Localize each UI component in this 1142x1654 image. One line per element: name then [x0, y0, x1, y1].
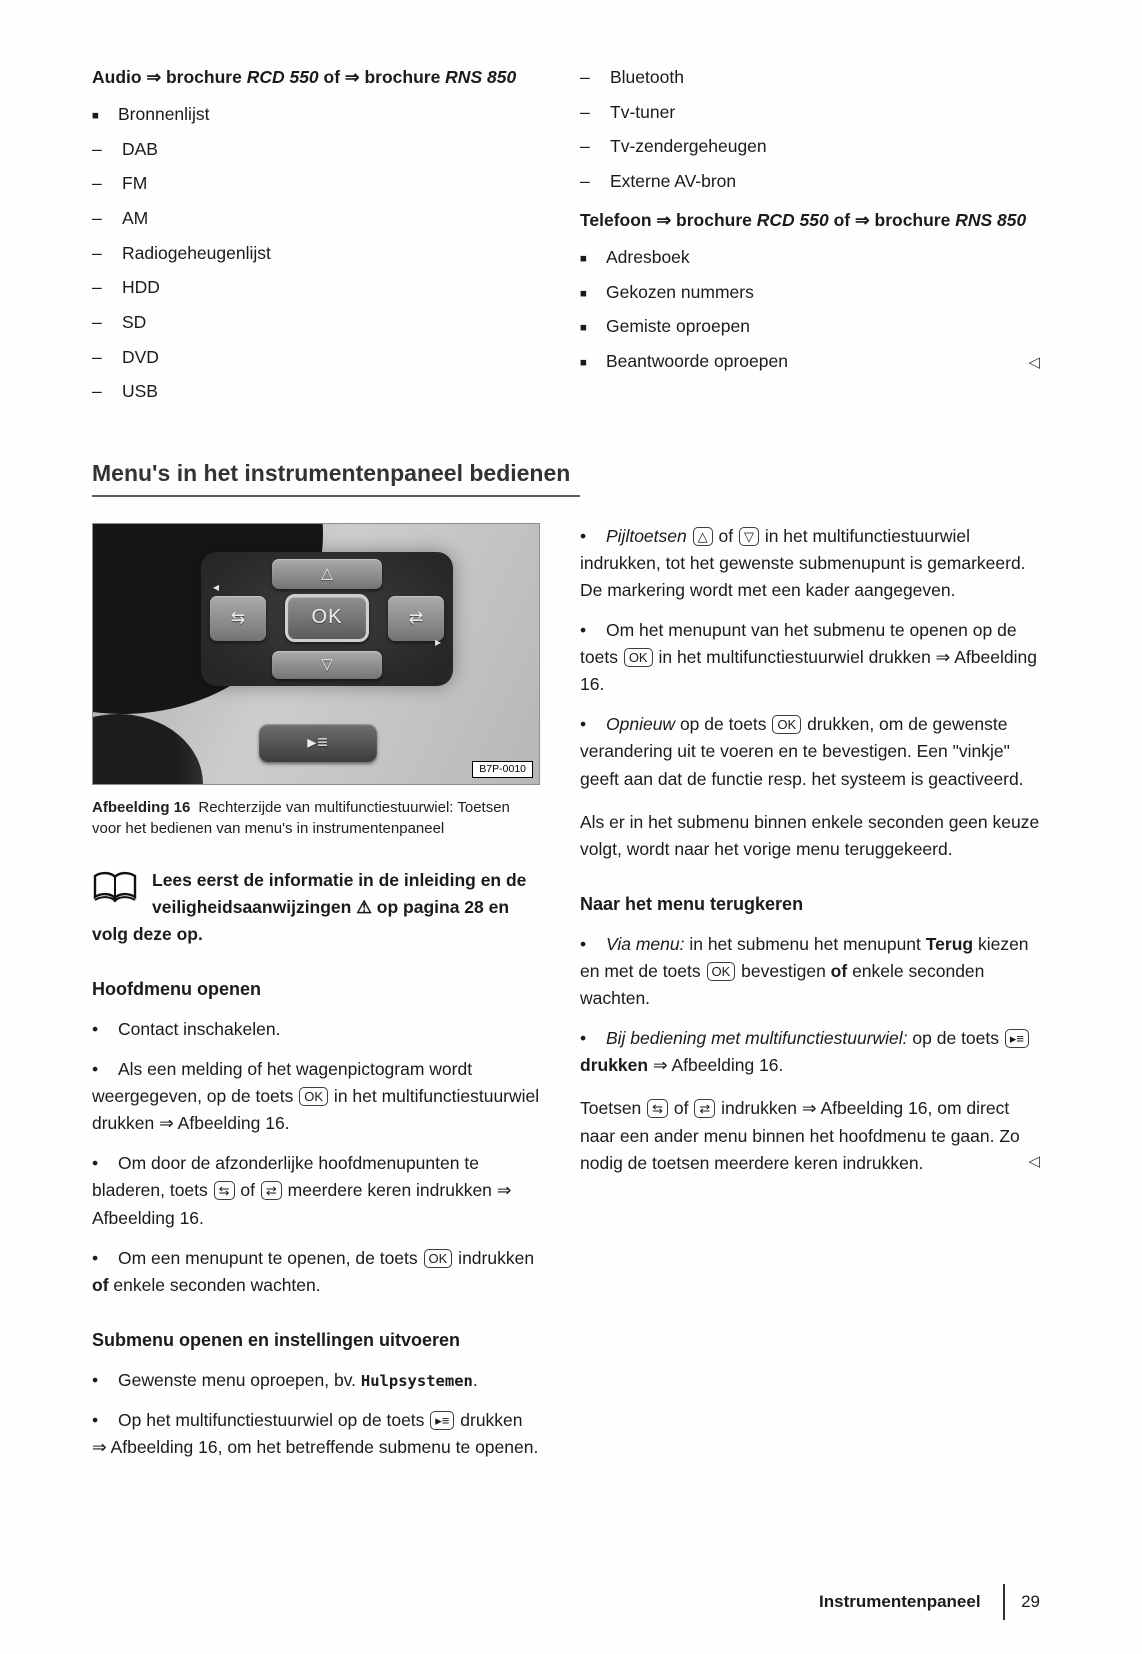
list-item-label: AM: [122, 208, 149, 228]
list-item: [580, 348, 1040, 375]
list-item: [92, 378, 540, 405]
list-item: [92, 240, 540, 267]
dash-bullet: –: [580, 136, 590, 157]
list-item-label: Externe AV-bron: [610, 170, 737, 191]
ok-button-label: OK: [311, 606, 343, 628]
main-right-column: [580, 523, 1040, 1475]
right-pointer-icon: ▸: [434, 634, 441, 649]
list-item: [580, 99, 1040, 126]
menu-left-button: [210, 596, 266, 641]
list-item-label: USB: [122, 381, 158, 402]
dot-bullet: •: [92, 1247, 99, 1268]
bullet-item: [580, 523, 1040, 604]
list-item: [92, 170, 540, 197]
bullet-text: Op het multifunctiestuurwiel op de toets ▸≡ drukken ⇒ Afbeelding 16, om het betreffende submenu te openen.: [92, 1409, 539, 1458]
audio-reference-heading: Audio ⇒ brochure RCD 550 of ⇒ brochure RNS 850: [92, 67, 517, 87]
dot-bullet: •: [580, 1028, 587, 1049]
list-item-label: Gekozen nummers: [606, 281, 754, 302]
list-item: [580, 244, 1040, 271]
bullet-text: Bij bediening met multifunctiestuurwiel: op de toets ▸≡ drukken ⇒ Afbeelding 16.: [580, 1028, 1030, 1075]
bullet-item: [92, 1150, 540, 1231]
bullet-text: Pijltoetsen △ of ▽ in het multifunctiestuurwiel indrukken, tot het gewenste submenupunt is gemarkeerd. De markering wordt met een kader aangegeven.: [580, 525, 1026, 600]
top-left-column: [92, 64, 540, 413]
bronnenlijst-list: [92, 101, 540, 128]
book-icon: [92, 871, 138, 913]
list-item: [92, 101, 540, 128]
bullet-text: Om een menupunt te openen, de toets OK indrukken of enkele seconden wachten.: [92, 1247, 535, 1295]
bronnen-sub-list: [92, 136, 540, 406]
list-item-label: DAB: [122, 138, 158, 159]
bullet-item: [92, 1056, 540, 1137]
list-item-label: Bluetooth: [610, 67, 684, 87]
bullet-item: [92, 1245, 540, 1299]
bullet-item: [580, 931, 1040, 1012]
photo-code-label: B7P-0010: [472, 761, 533, 778]
up-arrow-icon: △: [321, 564, 333, 582]
safety-note-text: Lees eerst de informatie in de inleiding en de veiligheidsaanwijzingen ⚠ op pagina 28 en volg deze op.: [92, 869, 527, 944]
list-item-label: Adresboek: [606, 247, 690, 268]
list-item-label: HDD: [122, 277, 160, 298]
figure-caption-text: Rechterzijde van multifunctiestuurwiel: Toetsen voor het bedienen van menu's in instrumentenpaneel: [92, 798, 510, 837]
square-bullet: ■: [580, 357, 587, 369]
bullet-item: [580, 711, 1040, 792]
list-item-label: Tv-tuner: [610, 101, 676, 122]
list-item-label: Tv-zendergeheugen: [610, 136, 767, 157]
list-item: [92, 344, 540, 371]
down-arrow-icon: ▽: [321, 655, 333, 673]
telefoon-list: [580, 244, 1040, 375]
list-item-label: SD: [122, 311, 147, 332]
dot-bullet: •: [580, 933, 587, 954]
top-right-column: [580, 64, 1040, 413]
dash-bullet: –: [580, 101, 590, 122]
dash-bullet: –: [92, 242, 102, 263]
list-item-label: FM: [122, 173, 148, 194]
bullet-text: Om door de afzonderlijke hoofdmenupunten te bladeren, toets ⇆ of ⇄ meerdere keren indrukken ⇒ Afbeelding 16.: [92, 1153, 512, 1228]
dot-bullet: •: [92, 1409, 99, 1430]
bullet-text: Opnieuw op de toets OK drukken, om de gewenste verandering uit te voeren en te bevestigen. Een "vinkje" geeft aan dat de functie resp. het systeem is geactiveerd.: [580, 714, 1024, 789]
dash-bullet: –: [580, 67, 590, 87]
dash-bullet: –: [92, 277, 102, 298]
dash-bullet: –: [92, 381, 102, 402]
square-bullet: ■: [580, 253, 587, 266]
telefoon-reference-heading: Telefoon ⇒ brochure RCD 550 of ⇒ brochure RNS 850: [580, 210, 1027, 230]
section-end-marker: ◁: [1028, 1152, 1040, 1170]
ok-button: [285, 594, 369, 642]
dash-bullet: –: [92, 173, 102, 194]
left-pointer-icon: ◂: [213, 579, 220, 594]
list-item: [580, 133, 1040, 160]
closing-paragraph-wrap: [580, 1095, 1040, 1176]
footer-section-label: Instrumentenpaneel: [819, 1591, 981, 1611]
body-paragraph: Toetsen ⇆ of ⇄ indrukken ⇒ Afbeelding 16, om direct naar een ander menu binnen het hoofdmenu te gaan. Zo nodig de toetsen meerdere keren indrukken.: [580, 1098, 1020, 1173]
list-item: [92, 309, 540, 336]
dash-bullet: –: [580, 170, 590, 191]
bullet-item: [580, 617, 1040, 698]
dash-bullet: –: [92, 208, 102, 228]
menu-list-icon: ▸≡: [307, 731, 329, 752]
square-bullet: ■: [580, 287, 587, 300]
submenu-subheading: Submenu openen en instellingen uitvoeren: [92, 1329, 461, 1350]
figure-caption-label: Afbeelding 16: [92, 798, 191, 816]
dot-bullet: •: [580, 619, 587, 640]
list-item-label: Radiogeheugenlijst: [122, 242, 271, 263]
list-item: [580, 168, 1040, 195]
down-arrow-button: [272, 651, 382, 679]
body-paragraph: Als er in het submenu binnen enkele seconden geen keuze volgt, wordt naar het vorige menu teruggekeerd.: [580, 811, 1040, 859]
list-item: [92, 136, 540, 163]
section-end-marker: ◁: [1028, 354, 1040, 371]
button-cluster: [201, 552, 453, 686]
menu-list-button: [259, 724, 377, 762]
list-item: [92, 274, 540, 301]
bullet-text: Om het menupunt van het submenu te openen op de toets OK in het multifunctiestuurwiel drukken ⇒ Afbeelding 16.: [580, 619, 1037, 695]
bullet-item: [92, 1016, 540, 1043]
figure-16-photo: [92, 523, 540, 785]
page-footer: [819, 1584, 1040, 1620]
dash-bullet: –: [92, 346, 102, 367]
bullet-item: [580, 1025, 1040, 1079]
dot-bullet: •: [92, 1018, 99, 1039]
main-left-column: [92, 523, 540, 1475]
square-bullet: ■: [580, 322, 587, 335]
square-bullet: ■: [92, 110, 99, 123]
dot-bullet: •: [580, 525, 587, 546]
bullet-text: Als een melding of het wagenpictogram wordt weergegeven, op de toets OK in het multifunctiestuurwiel drukken ⇒ Afbeelding 16.: [92, 1058, 540, 1134]
page-number: 29: [1021, 1591, 1040, 1611]
dot-bullet: •: [92, 1058, 99, 1079]
list-item-label: Bronnenlijst: [118, 104, 210, 125]
list-item-label: DVD: [122, 346, 159, 367]
list-item-label: Gemiste oproepen: [606, 316, 750, 337]
steering-wheel-rim-lower: [92, 714, 203, 785]
figure-caption: [92, 797, 540, 839]
dash-bullet: –: [92, 311, 102, 332]
dash-bullet: –: [92, 138, 102, 159]
dot-bullet: •: [580, 714, 587, 735]
footer-divider: [1003, 1584, 1006, 1620]
bullet-text: Contact inschakelen.: [118, 1018, 281, 1039]
main-content: [92, 523, 1040, 1475]
up-arrow-button: [272, 559, 382, 589]
dot-bullet: •: [92, 1153, 99, 1174]
menu-right-icon: ⇄: [408, 607, 424, 627]
section-title: Menu's in het instrumentenpaneel bedienen: [92, 459, 580, 497]
safety-note: [92, 867, 540, 948]
top-lists: [92, 64, 1040, 413]
list-item: [580, 313, 1040, 340]
list-item: [580, 279, 1040, 306]
bullet-item: [92, 1367, 540, 1394]
list-item-label: Beantwoorde oproepen: [606, 351, 788, 371]
list-item: [92, 205, 540, 232]
hoofdmenu-subheading: Hoofdmenu openen: [92, 978, 261, 999]
dot-bullet: •: [92, 1369, 99, 1390]
list-item: [580, 64, 1040, 91]
bullet-item: [92, 1407, 540, 1461]
bullet-text: Gewenste menu oproepen, bv. Hulpsystemen.: [118, 1369, 478, 1390]
bullet-text: Via menu: in het submenu het menupunt Terug kiezen en met de toets OK bevestigen of enkele seconden wachten.: [580, 933, 1029, 1009]
av-sources-list: [580, 64, 1040, 195]
menu-left-icon: ⇆: [230, 607, 246, 627]
terugkeren-subheading: Naar het menu terugkeren: [580, 893, 804, 914]
